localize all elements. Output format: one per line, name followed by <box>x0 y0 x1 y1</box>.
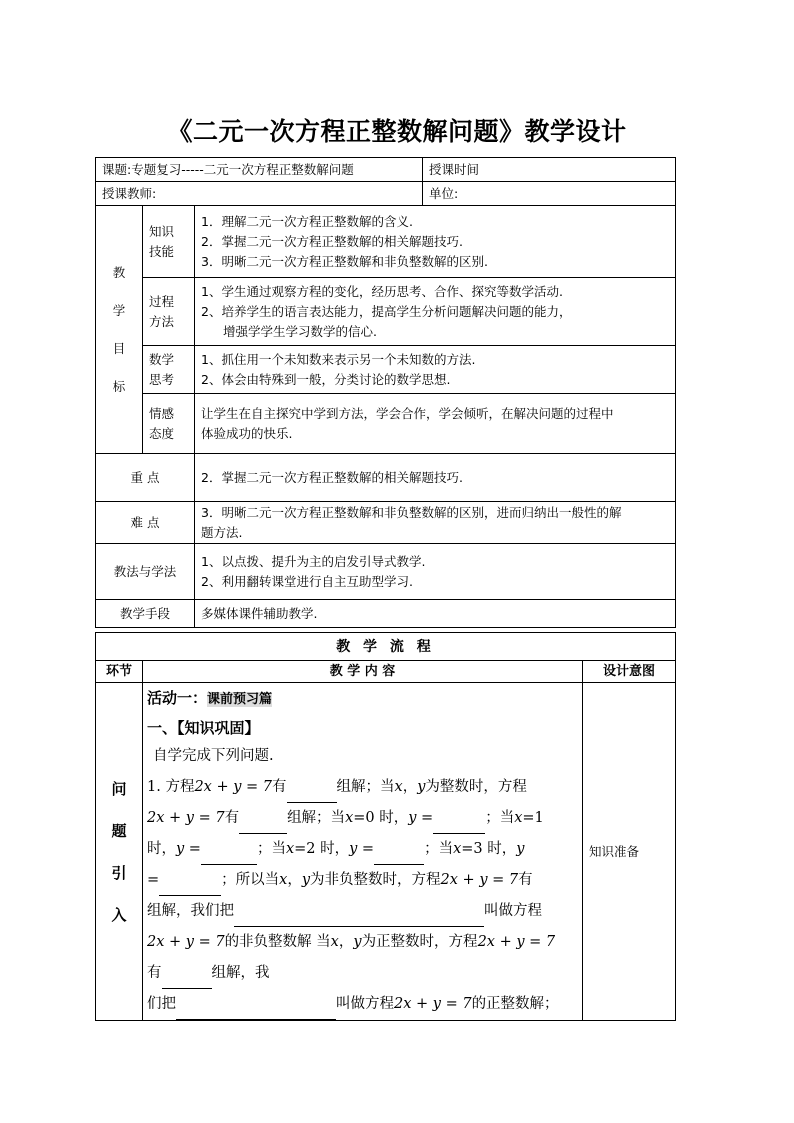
goals-label: 教 学 目 标 <box>96 206 143 454</box>
question-line-6: 2x + y = 7的非负整数解 当x，y为正整数时，方程2x + y = 7 <box>147 934 556 950</box>
question-line-8: 们把 叫做方程2x + y = 7的正整数解； <box>147 989 578 1020</box>
goal-knowledge-content: 1．理解二元一次方程正整数解的含义. 2．掌握二元一次方程正整数解的相关解题技巧. 3．明晰二元一次方程正整数解和非负整数解的区别. <box>195 206 676 278</box>
col-intent-header: 设计意图 <box>583 661 676 683</box>
question-line-7: 有 组解，我 <box>147 958 578 989</box>
section-heading: 一、【知识巩固】 <box>147 719 260 737</box>
goal-thinking-content: 1、抓住用一个未知数来表示另一个未知数的方法. 2、体会由特殊到一般，分类讨论的数学思想. <box>195 346 676 394</box>
topic-cell: 课题:专题复习-----二元一次方程正整数解问题 <box>96 158 423 182</box>
intro-text: 自学完成下列问题. <box>153 748 274 764</box>
unit-cell: 单位: <box>423 182 676 206</box>
teaching-flow-table <box>95 632 676 1021</box>
teacher-cell: 授课教师: <box>96 182 423 206</box>
document-title: 《二元一次方程正整数解问题》教学设计 <box>167 117 627 146</box>
methods-content: 1、以点拨、提升为主的启发引导式教学. 2、利用翻转课堂进行自主互助型学习. <box>195 544 676 600</box>
col-content-header: 教 学 内 容 <box>143 661 583 683</box>
means-label: 教学手段 <box>96 600 195 628</box>
question-line-5: 组解，我们把 叫做方程 <box>147 896 578 927</box>
means-content: 多媒体课件辅助教学. <box>195 600 676 628</box>
goal-label-knowledge: 知识 技能 <box>143 206 195 278</box>
question-line-2: 2x + y = 7有 组解；当x=0 时，y = ；当x=1 <box>147 803 578 834</box>
key-point-content: 2．掌握二元一次方程正整数解的相关解题技巧. <box>195 454 676 502</box>
question-line-4: = ；所以当x，y为非负整数时，方程2x + y = 7有 <box>147 865 578 896</box>
col-stage-header: 环节 <box>96 661 143 683</box>
question-line-1: 1. 方程2x + y = 7有 组解；当x，y为整数时，方程 <box>147 772 578 803</box>
difficulty-label: 难 点 <box>96 502 195 544</box>
flow-content <box>143 683 583 1021</box>
difficulty-content: 3．明晰二元一次方程正整数解和非负整数解的区别，进而归纳出一般性的解 题方法. <box>195 502 676 544</box>
question-line-3: 时，y = ；当x=2 时，y = ；当x=3 时，y <box>147 834 578 865</box>
activity-heading: 活动一：课前预习篇 <box>147 689 273 707</box>
lesson-info-table <box>95 157 676 628</box>
stage-label: 问 题 引 入 <box>96 683 143 1021</box>
goal-label-process: 过程 方法 <box>143 278 195 346</box>
intent-cell: 知识准备 <box>583 683 676 1021</box>
goal-label-attitude: 情感 态度 <box>143 394 195 454</box>
goal-process-content: 1、学生通过观察方程的变化，经历思考、合作、探究等数学活动. 2、培养学生的语言表达能力，提高学生分析问题解决问题的能力， 增强学学生学习数学的信心. <box>195 278 676 346</box>
goal-label-thinking: 数学 思考 <box>143 346 195 394</box>
methods-label: 教法与学法 <box>96 544 195 600</box>
key-point-label: 重 点 <box>96 454 195 502</box>
flow-title: 教 学 流 程 <box>96 633 676 661</box>
goal-attitude-content: 让学生在自主探究中学到方法，学会合作，学会倾听，在解决问题的过程中 体验成功的快乐. <box>195 394 676 454</box>
lesson-time-cell: 授课时间 <box>423 158 676 182</box>
